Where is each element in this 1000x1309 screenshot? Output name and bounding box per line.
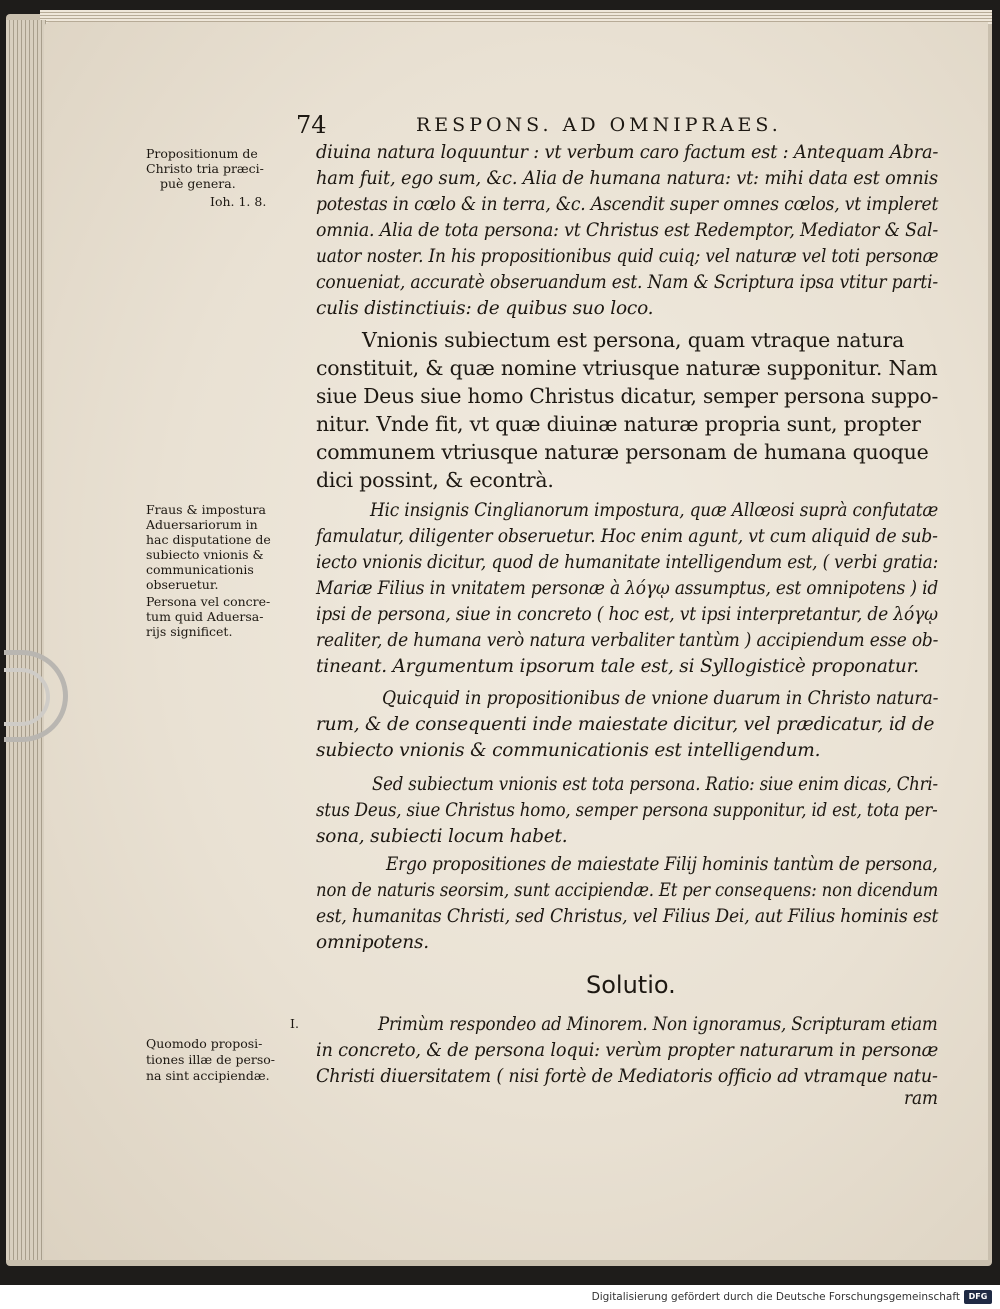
text-line: famulatur, diligenter obseruetur. Hoc enim agunt, vt cum aliquid de sub- (316, 526, 938, 547)
margin-note-line: na sint accipiendæ. (146, 1068, 270, 1083)
funding-credit: Digitalisierung gefördert durch die Deutsche Forschungsgemeinschaft (591, 1291, 960, 1303)
text-line: Ergo propositiones de maiestate Filij hominis tantùm de persona, (386, 854, 938, 875)
margin-note-line: hac disputatione de (146, 532, 271, 547)
section-heading: Solutio. (586, 971, 676, 999)
text-line: constituit, & quæ nomine vtriusque naturæ supponitur. Nam (316, 356, 938, 380)
text-line: non de naturis seorsim, sunt accipiendæ. Et per consequens: non dicendum (316, 880, 939, 901)
text-line: dici possint, & econtrà. (316, 468, 554, 492)
text-line: ram (904, 1088, 938, 1109)
text-line: Vnionis subiectum est persona, quam vtraque natura (362, 328, 905, 352)
text-line: omnia. Alia de tota persona: vt Christus est Redemptor, Mediator & Sal- (316, 220, 939, 241)
text-line: uator noster. In his propositionibus quid cuiq; vel naturæ vel toti personæ (316, 246, 939, 267)
text-line: realiter, de humana verò natura verbaliter tantùm ) accipiendum esse ob- (316, 630, 939, 651)
text-line: iecto vnionis dicitur, quod de humanitate intelligendum est, ( verbi gratia: (316, 552, 939, 573)
text-line: est, humanitas Christi, sed Christus, vel Filius Dei, aut Filius hominis est (316, 906, 939, 927)
margin-note-line: Ioh. 1. 8. (210, 194, 267, 209)
margin-note-line: Christo tria præci- (146, 161, 264, 176)
text-line: potestas in cœlo & in terra, &c. Ascendit super omnes cœlos, vt impleret (316, 194, 939, 215)
margin-note-line: obseruetur. (146, 577, 219, 592)
running-head-title: RESPONS. AD OMNIPRAES. (416, 114, 782, 136)
text-line: omnipotens. (316, 932, 429, 953)
margin-note-line: tum quid Aduersa- (146, 609, 264, 624)
text-line: Christi diuersitatem ( nisi fortè de Mediatoris officio ad vtramque natu- (316, 1066, 938, 1087)
text-line: siue Deus siue homo Christus dicatur, semper persona suppo- (316, 384, 939, 408)
text-line: Quicquid in propositionibus de vnione duarum in Christo natura- (382, 688, 939, 709)
margin-note-line: rijs significet. (146, 624, 233, 639)
margin-note-line: Fraus & impostura (146, 502, 266, 517)
margin-note-line: Quomodo proposi- (146, 1036, 263, 1051)
margin-note-line: Persona vel concre- (146, 594, 271, 609)
running-head (296, 110, 936, 140)
text-line: ipsi de persona, siue in concreto ( hoc est, vt ipsi interpretantur, de λόγῳ (316, 604, 938, 625)
text-line: Sed subiectum vnionis est tota persona. Ratio: siue enim dicas, Chri- (372, 774, 938, 795)
text-line: diuina natura loquuntur : vt verbum caro factum est : Antequam Abra- (316, 142, 939, 163)
margin-note-line: subiecto vnionis & (146, 547, 264, 562)
text-line: conueniat, accuratè obseruandum est. Nam & Scriptura ipsa vtitur parti- (316, 272, 938, 293)
text-line: Primùm respondeo ad Minorem. Non ignoramus, Scripturam etiam (378, 1014, 938, 1035)
text-line: Hic insignis Cinglianorum impostura, quæ Allœosi suprà confutatæ (370, 500, 939, 521)
text-line: communem vtriusque naturæ personam de humana quoque (316, 440, 929, 464)
margin-note-line: Propositionum de (146, 146, 258, 161)
text-line: ham fuit, ego sum, &c. Alia de humana natura: vt: mihi data est omnis (316, 168, 938, 189)
margin-note-line: I. (290, 1016, 299, 1031)
text-line: culis distinctiuis: de quibus suo loco. (316, 298, 654, 319)
text-line: subiecto vnionis & communicationis est intelligendum. (316, 740, 821, 761)
margin-note-line: communicationis (146, 562, 254, 577)
text-line: Mariæ Filius in vnitatem personæ à λόγῳ assumptus, est omnipotens ) id (316, 578, 939, 599)
text-line: stus Deus, siue Christus homo, semper persona supponitur, id est, tota per- (316, 800, 938, 821)
digitization-footer (0, 1285, 1000, 1309)
text-line: sona, subiecti locum habet. (316, 826, 568, 847)
page-number: 74 (296, 111, 327, 139)
text-line: tineant. Argumentum ipsorum tale est, si Syllogisticè proponatur. (316, 656, 919, 677)
page-side-edges (6, 20, 46, 1260)
margin-note-line: tiones illæ de perso- (146, 1052, 276, 1067)
text-line: nitur. Vnde fit, vt quæ diuinæ naturæ propria sunt, propter (316, 412, 921, 436)
text-line: in concreto, & de persona loqui: verùm propter naturarum in personæ (316, 1040, 939, 1061)
text-line: rum, & de consequenti inde maiestate dicitur, vel prædicatur, id de (316, 714, 935, 735)
margin-note-line: puè genera. (160, 176, 236, 191)
margin-note-line: Aduersariorum in (146, 517, 258, 532)
dfg-logo-icon: DFG (964, 1290, 992, 1304)
